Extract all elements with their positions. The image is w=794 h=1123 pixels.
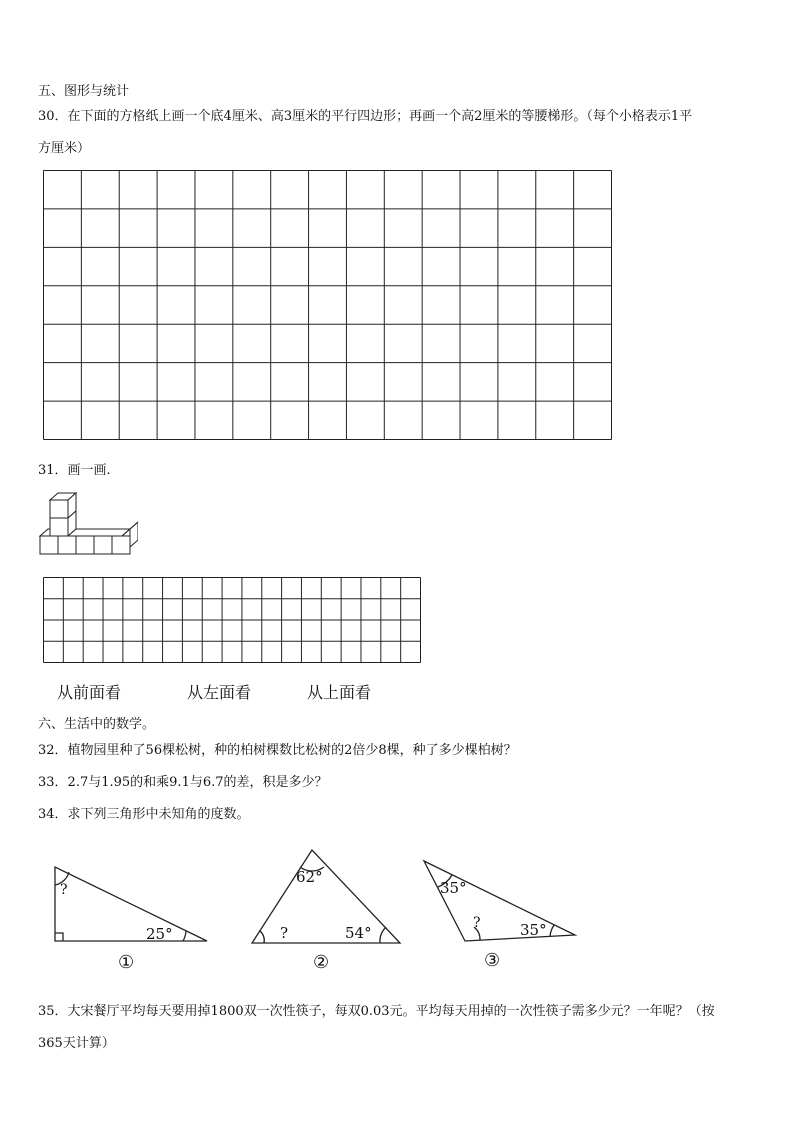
question-35-line1: 35．大宋餐厅平均每天要用掉1800双一次性筷子，每双0.03元。平均每天用掉的一次性筷子需多少元？一年呢？（按 [38, 1004, 715, 1019]
drawing-grid [43, 577, 421, 663]
cube-stack-figure [38, 490, 138, 560]
question-32: 32．植物园里种了56棵松树，种的柏树棵数比松树的2倍少8棵，种了多少棵柏树？ [38, 743, 517, 758]
triangle-3-top-angle: 35° [440, 879, 467, 897]
triangle-2-top-angle: 62° [296, 868, 323, 886]
question-33: 33．2.7与1.95的和乘9.1与6.7的差，积是多少？ [38, 775, 328, 790]
question-35-line2: 365天计算） [38, 1036, 115, 1051]
triangle-3-unknown: ? [473, 915, 481, 931]
question-30-line2: 方厘米） [38, 141, 91, 156]
label-front-view: 从前面看 [57, 683, 122, 702]
triangle-1-angle: 25° [146, 925, 173, 943]
label-left-view: 从左面看 [187, 683, 252, 702]
label-top-view: 从上面看 [307, 683, 372, 702]
section-5-title: 五、图形与统计 [38, 84, 130, 99]
question-31-title: 31．画一画. [38, 463, 111, 478]
triangle-3-right-angle: 35° [520, 921, 547, 939]
triangle-2-number: ② [313, 952, 330, 973]
section-6-title: 六、生活中的数学。 [38, 717, 156, 732]
square-grid-paper [43, 170, 612, 440]
triangle-2-unknown: ? [280, 924, 289, 942]
triangle-1-unknown: ? [60, 882, 68, 898]
triangle-1 [55, 867, 207, 941]
triangle-1-number: ① [118, 952, 135, 973]
triangle-2 [252, 850, 400, 943]
question-30-line1: 30．在下面的方格纸上画一个底4厘米、高3厘米的平行四边形；再画一个高2厘米的等腰梯形。（每个小格表示1平 [38, 109, 693, 124]
question-34: 34．求下列三角形中未知角的度数。 [38, 807, 250, 822]
triangle-2-right-angle: 54° [345, 924, 372, 942]
triangle-3-number: ③ [484, 950, 501, 971]
